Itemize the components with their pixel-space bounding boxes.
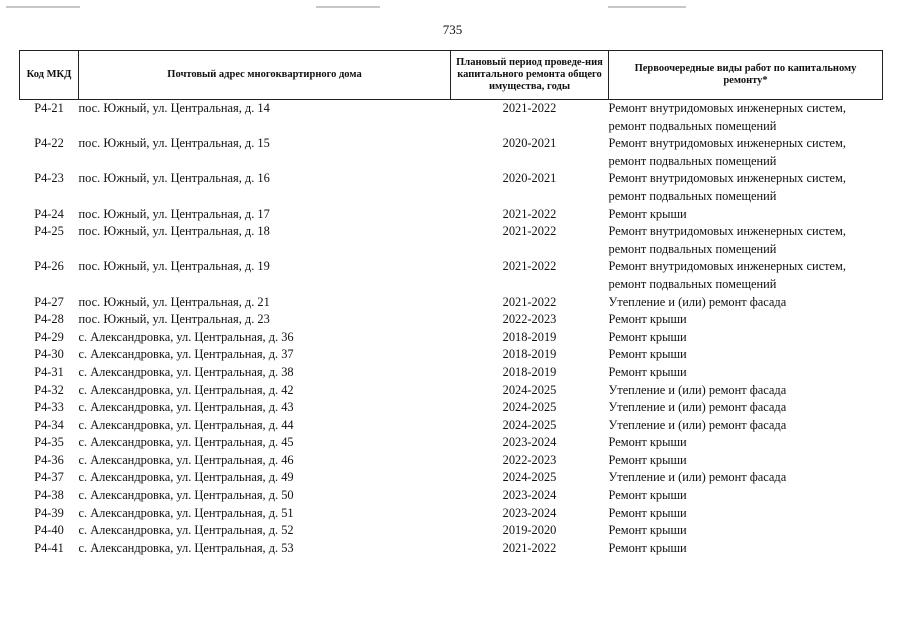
row-address: пос. Южный, ул. Центральная, д. 16 — [78, 171, 270, 186]
row-code: Р4-33 — [34, 400, 64, 415]
row-code: Р4-32 — [34, 382, 64, 397]
row-works — [609, 346, 883, 364]
row-works — [609, 434, 883, 452]
row-works — [609, 399, 883, 417]
row-works-line: Ремонт крыши — [608, 206, 687, 221]
row-works — [609, 311, 883, 329]
table-row — [20, 329, 883, 347]
row-address: пос. Южный, ул. Центральная, д. 23 — [78, 312, 270, 327]
row-code: Р4-38 — [34, 488, 64, 503]
row-works-line: Ремонт крыши — [608, 329, 687, 344]
row-code: Р4-21 — [34, 101, 64, 115]
row-address: с. Александровка, ул. Центральная, д. 37 — [78, 347, 294, 362]
header-address: Почтовый адрес многоквартирного дома — [79, 51, 451, 100]
row-period: 2024-2025 — [502, 417, 557, 432]
row-period: 2021-2022 — [502, 101, 557, 115]
row-works — [609, 206, 883, 224]
row-works-line: Ремонт крыши — [608, 523, 687, 538]
row-address: с. Александровка, ул. Центральная, д. 36 — [78, 329, 294, 344]
row-code: Р4-40 — [34, 523, 64, 538]
header-period: Плановый период проведе-ния капитального ремонта общего имущества, годы — [451, 51, 609, 100]
row-works-line: Ремонт крыши — [608, 435, 687, 450]
row-code: Р4-29 — [34, 329, 64, 344]
row-works — [609, 294, 883, 312]
row-address: с. Александровка, ул. Центральная, д. 51 — [78, 505, 294, 520]
row-code: Р4-36 — [34, 452, 64, 467]
row-works-line: Утепление и (или) ремонт фасада — [608, 417, 787, 432]
header-code: Код МКД — [20, 51, 79, 100]
row-code: Р4-22 — [34, 136, 64, 151]
table-row — [20, 452, 883, 470]
table-row — [20, 223, 883, 258]
row-address: с. Александровка, ул. Центральная, д. 43 — [78, 400, 294, 415]
row-period: 2020-2021 — [502, 171, 557, 186]
row-code: Р4-28 — [34, 312, 64, 327]
row-works — [609, 135, 883, 170]
row-address: пос. Южный, ул. Центральная, д. 15 — [78, 136, 270, 151]
row-works — [609, 417, 883, 435]
table-row — [20, 469, 883, 487]
row-works — [609, 469, 883, 487]
table-row — [20, 434, 883, 452]
row-works — [609, 364, 883, 382]
table-row — [20, 487, 883, 505]
scan-artifact-left — [6, 6, 80, 8]
row-code: Р4-30 — [34, 347, 64, 362]
table-row — [20, 206, 883, 224]
row-period: 2024-2025 — [502, 382, 557, 397]
row-code: Р4-37 — [34, 470, 64, 485]
table-row — [20, 382, 883, 400]
scan-artifact-right — [608, 6, 686, 8]
row-period: 2021-2022 — [502, 259, 557, 274]
row-works — [609, 100, 883, 136]
row-address: пос. Южный, ул. Центральная, д. 18 — [78, 224, 270, 239]
row-code: Р4-23 — [34, 171, 64, 186]
row-period: 2018-2019 — [502, 364, 557, 379]
table-row — [20, 417, 883, 435]
row-period: 2022-2023 — [502, 452, 557, 467]
row-period: 2018-2019 — [502, 329, 557, 344]
row-works-line: Ремонт внутридомовых инженерных систем, — [608, 171, 846, 186]
table-row — [20, 100, 883, 136]
row-works — [609, 505, 883, 523]
table-row — [20, 522, 883, 540]
row-works — [609, 452, 883, 470]
row-works-line: Ремонт крыши — [608, 347, 687, 362]
row-address: пос. Южный, ул. Центральная, д. 21 — [78, 294, 270, 309]
row-works — [609, 522, 883, 540]
row-address: пос. Южный, ул. Центральная, д. 14 — [78, 101, 270, 115]
row-address: с. Александровка, ул. Центральная, д. 44 — [78, 417, 294, 432]
row-period: 2021-2022 — [502, 294, 557, 309]
row-works-line: ремонт подвальных помещений — [608, 241, 777, 256]
row-works-line: Ремонт крыши — [608, 488, 687, 503]
row-address: с. Александровка, ул. Центральная, д. 45 — [78, 435, 294, 450]
row-period: 2019-2020 — [502, 523, 557, 538]
row-code: Р4-34 — [34, 417, 64, 432]
row-address: с. Александровка, ул. Центральная, д. 53 — [78, 540, 294, 555]
row-code: Р4-39 — [34, 505, 64, 520]
row-works — [609, 258, 883, 293]
row-address: с. Александровка, ул. Центральная, д. 46 — [78, 452, 294, 467]
row-period: 2023-2024 — [502, 435, 557, 450]
header-works: Первоочередные виды работ по капитальному ремонту* — [609, 51, 883, 100]
row-works-line: Ремонт крыши — [608, 312, 687, 327]
row-works-line: Ремонт крыши — [608, 364, 687, 379]
row-works-line: Утепление и (или) ремонт фасада — [608, 470, 787, 485]
row-address: пос. Южный, ул. Центральная, д. 17 — [78, 206, 270, 221]
page-number: 735 — [442, 22, 463, 37]
table-row — [20, 399, 883, 417]
row-period: 2023-2024 — [502, 488, 557, 503]
row-works-line: Ремонт внутридомовых инженерных систем, — [608, 259, 846, 274]
row-works-line: Ремонт внутридомовых инженерных систем, — [608, 224, 846, 239]
table-row — [20, 294, 883, 312]
table-row — [20, 540, 883, 558]
row-works — [609, 329, 883, 347]
row-code: Р4-26 — [34, 259, 64, 274]
table-row — [20, 135, 883, 170]
row-period: 2020-2021 — [502, 136, 557, 151]
row-address: с. Александровка, ул. Центральная, д. 42 — [78, 382, 294, 397]
row-works — [609, 487, 883, 505]
row-period: 2018-2019 — [502, 347, 557, 362]
row-address: с. Александровка, ул. Центральная, д. 52 — [78, 523, 294, 538]
row-works-line: ремонт подвальных помещений — [608, 118, 777, 133]
scan-artifact-center — [316, 6, 380, 8]
row-code: Р4-31 — [34, 364, 64, 379]
row-works-line: ремонт подвальных помещений — [608, 188, 777, 203]
row-code: Р4-27 — [34, 294, 64, 309]
row-period: 2022-2023 — [502, 312, 557, 327]
row-works-line: Ремонт крыши — [608, 540, 687, 555]
table-row — [20, 258, 883, 293]
row-code: Р4-24 — [34, 206, 64, 221]
row-period: 2024-2025 — [502, 470, 557, 485]
table-header-row — [20, 51, 883, 100]
row-works-line: Утепление и (или) ремонт фасада — [608, 382, 787, 397]
row-code: Р4-41 — [34, 540, 64, 555]
row-works-line: Ремонт крыши — [608, 452, 687, 467]
row-works-line: Ремонт внутридомовых инженерных систем, — [608, 136, 846, 151]
row-works-line: Ремонт крыши — [608, 505, 687, 520]
row-period: 2024-2025 — [502, 400, 557, 415]
row-works — [609, 170, 883, 205]
row-period: 2021-2022 — [502, 224, 557, 239]
row-works-line: Утепление и (или) ремонт фасада — [608, 400, 787, 415]
row-works-line: ремонт подвальных помещений — [608, 153, 777, 168]
repair-register-table — [19, 50, 883, 557]
table-body — [20, 100, 883, 558]
row-code: Р4-25 — [34, 224, 64, 239]
table-row — [20, 170, 883, 205]
row-works — [609, 540, 883, 558]
row-address: с. Александровка, ул. Центральная, д. 49 — [78, 470, 294, 485]
row-address: с. Александровка, ул. Центральная, д. 38 — [78, 364, 294, 379]
row-works — [609, 382, 883, 400]
table-row — [20, 346, 883, 364]
row-period: 2021-2022 — [502, 206, 557, 221]
row-works-line: Ремонт внутридомовых инженерных систем, — [608, 101, 846, 115]
row-code: Р4-35 — [34, 435, 64, 450]
row-works-line: Утепление и (или) ремонт фасада — [608, 294, 787, 309]
row-address: пос. Южный, ул. Центральная, д. 19 — [78, 259, 270, 274]
table-row — [20, 505, 883, 523]
row-period: 2021-2022 — [502, 540, 557, 555]
table-row — [20, 364, 883, 382]
table-row — [20, 311, 883, 329]
row-period: 2023-2024 — [502, 505, 557, 520]
row-address: с. Александровка, ул. Центральная, д. 50 — [78, 488, 294, 503]
row-works — [609, 223, 883, 258]
row-works-line: ремонт подвальных помещений — [608, 276, 777, 291]
